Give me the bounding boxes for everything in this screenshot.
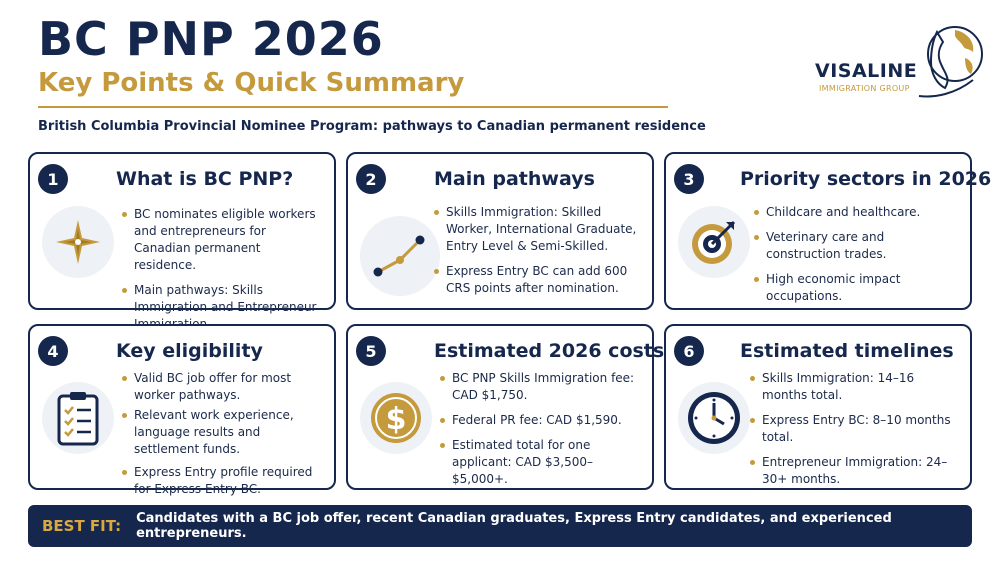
card-title: Estimated 2026 costs bbox=[434, 340, 665, 362]
card-priority-sectors bbox=[664, 152, 992, 310]
clock-icon bbox=[678, 382, 750, 454]
bullet-item: Valid BC job offer for most worker pathways. bbox=[122, 370, 326, 404]
logo-name: VISALINE bbox=[815, 60, 918, 82]
card-title: Key eligibility bbox=[116, 340, 263, 362]
page-title: BC PNP 2026 bbox=[38, 12, 384, 66]
bullet-item: Express Entry BC can add 600 CRS points after nomination. bbox=[434, 263, 644, 297]
bullet-item: Express Entry profile required for Express Entry BC. bbox=[122, 464, 326, 498]
bullet-item: Skills Immigration: 14–16 months total. bbox=[750, 370, 962, 404]
page-subtitle: Key Points & Quick Summary bbox=[38, 68, 465, 98]
bullet-item: High economic impact occupations. bbox=[754, 271, 962, 305]
bullet-item: BC PNP Skills Immigration fee: CAD $1,750. bbox=[440, 370, 644, 404]
card-title: Main pathways bbox=[434, 168, 595, 190]
bullet-item: Estimated total for one applicant: CAD $3,500–$5,000+. bbox=[440, 437, 644, 488]
bullet-item: Relevant work experience, language results and settlement funds. bbox=[122, 407, 326, 458]
logo-tagline: IMMIGRATION GROUP bbox=[819, 84, 910, 93]
best-fit-banner bbox=[28, 505, 972, 547]
card-title: What is BC PNP? bbox=[116, 168, 294, 190]
intro-text: British Columbia Provincial Nominee Program: pathways to Canadian permanent residence bbox=[38, 119, 706, 134]
card-number: 1 bbox=[38, 164, 68, 194]
bullet-item: Entrepreneur Immigration: 24–30+ months. bbox=[750, 454, 962, 488]
svg-text:$: $ bbox=[385, 402, 407, 437]
target-icon bbox=[678, 206, 750, 278]
card-title: Priority sectors in 2026 bbox=[740, 168, 992, 190]
bullet-item: Express Entry BC: 8–10 months total. bbox=[750, 412, 962, 446]
best-fit-text: Candidates with a BC job offer, recent Canadian graduates, Express Entry candidates, and experienced entrepreneurs. bbox=[136, 511, 892, 541]
globe-wolf-logo-icon bbox=[915, 18, 985, 103]
bullet-item: Federal PR fee: CAD $1,590. bbox=[440, 412, 644, 429]
pathway-line-icon bbox=[360, 216, 440, 296]
compass-star-icon bbox=[42, 206, 114, 278]
best-fit-label: BEST FIT: bbox=[42, 517, 122, 535]
card-key-eligibility bbox=[28, 324, 336, 496]
card-estimated-costs bbox=[346, 324, 665, 490]
clipboard-checklist-icon bbox=[42, 382, 114, 454]
card-estimated-timelines bbox=[664, 324, 972, 490]
card-title: Estimated timelines bbox=[740, 340, 954, 362]
card-number: 2 bbox=[356, 164, 386, 194]
card-number: 6 bbox=[674, 336, 704, 366]
card-main-pathways bbox=[346, 152, 654, 310]
bullet-item: Veterinary care and construction trades. bbox=[754, 229, 962, 263]
card-number: 5 bbox=[356, 336, 386, 366]
bullet-item: BC nominates eligible workers and entrepreneurs for Canadian permanent residence. bbox=[122, 206, 326, 274]
card-what-is-bc-pnp bbox=[28, 152, 336, 314]
bullet-item: Skills Immigration: Skilled Worker, International Graduate, Entry Level & Semi-Skilled. bbox=[434, 204, 644, 255]
card-number: 4 bbox=[38, 336, 68, 366]
dollar-coin-icon bbox=[360, 382, 432, 454]
card-number: 3 bbox=[674, 164, 704, 194]
bullet-item: Childcare and healthcare. bbox=[754, 204, 962, 221]
visaline-logo bbox=[815, 18, 985, 108]
title-divider bbox=[38, 106, 668, 108]
bullet-item: Main pathways: Skills Immigration and Entrepreneur bbox=[122, 282, 326, 333]
